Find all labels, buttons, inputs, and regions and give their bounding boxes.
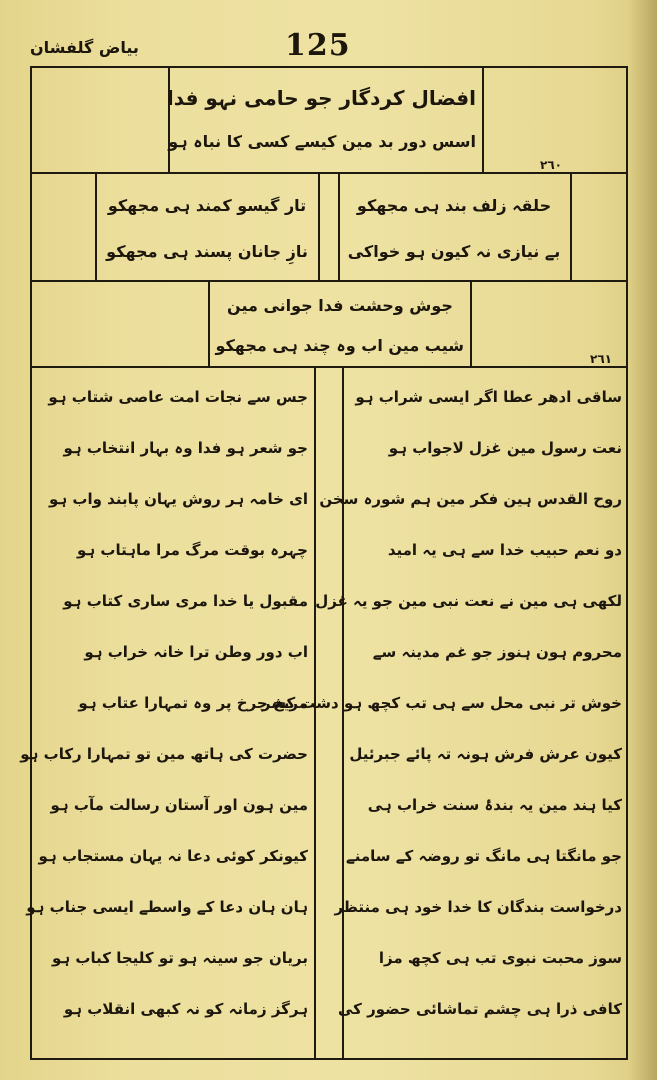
page-number: 125 bbox=[285, 28, 351, 63]
box2-right-rule bbox=[570, 172, 572, 282]
left-column-line: بریان جو سینہ ہو تو کلیجا کباب ہو bbox=[52, 949, 308, 967]
right-column-line: کافی ذرا ہی چشم تماشائی حضور کی bbox=[337, 1000, 622, 1018]
left-column-line: ہان ہان دعا کے واسطے ایسی جناب ہو bbox=[26, 898, 308, 916]
couplet-right-line-2: بے نیازی نہ کیون ہو خواکی bbox=[347, 242, 561, 261]
left-column-line: اب دور وطن ترا خانہ خراب ہو bbox=[84, 643, 308, 661]
book-title: بیاض گلفشان bbox=[30, 38, 139, 57]
box1-right-rule bbox=[482, 66, 484, 174]
page-edge-shadow bbox=[629, 0, 657, 1080]
left-column-line: چہرہ بوقت مرگ مرا ماہتاب ہو bbox=[76, 541, 308, 559]
box3-right-rule bbox=[470, 280, 472, 368]
box1-bottom-rule bbox=[30, 172, 628, 174]
right-column-line: دو نعم حبیب خدا سے ہی یہ امید bbox=[387, 541, 622, 559]
left-column-line: جو شعر ہو فدا وہ بہار انتخاب ہو bbox=[63, 439, 308, 457]
box3-left-rule bbox=[208, 280, 210, 368]
right-column-line: نعت رسول مین غزل لاجواب ہو bbox=[388, 439, 622, 457]
right-column-line: محروم ہون ہنوز جو غم مدینہ سے bbox=[372, 643, 622, 661]
column-divider-right bbox=[342, 366, 344, 1060]
top-verse-line-1: افضال کردگار جو حامی نہو فدا bbox=[166, 86, 476, 110]
frame-bottom-rule bbox=[30, 1058, 628, 1060]
left-column-line: جس سے نجات امت عاصی شتاب ہو bbox=[48, 388, 308, 406]
left-column-line: مریخ چرخ پر وہ تمہارا عتاب ہو bbox=[78, 694, 308, 712]
couplet-left-line-1: تار گیسو کمند ہی مجھکو bbox=[107, 196, 307, 215]
frame-right-rule bbox=[626, 66, 628, 1060]
right-column-line: سوز محبت نبوی تب ہی کچھ مزا bbox=[378, 949, 622, 967]
left-column-line: ای خامہ ہر روش یہان پابند واب ہو bbox=[48, 490, 308, 508]
right-column-line: درخواست بندگان کا خدا خود ہی منتظر bbox=[334, 898, 622, 916]
right-column-line: خوش تر نبی محل سے ہی تب کچھ ہو دشت کشر bbox=[261, 694, 622, 712]
box2-bottom-rule bbox=[30, 280, 628, 282]
box1-left-rule bbox=[168, 66, 170, 174]
middle-verse-line-1: جوش وحشت فدا جوانی مین bbox=[227, 296, 453, 315]
right-column-line: لکھی ہی مین نے نعت نبی مین جو یہ غزل bbox=[315, 592, 622, 610]
right-column-line: ساقی ادھر عطا اگر ایسی شراب ہو bbox=[355, 388, 622, 406]
left-column-line: حضرت کی ہاتھ مین تو تمہارا رکاب ہو bbox=[20, 745, 308, 763]
middle-verse-line-2: شیب مین اب وہ چند ہی مجھکو bbox=[215, 336, 464, 355]
box3-bottom-rule bbox=[30, 366, 628, 368]
box2-mid-right-rule bbox=[338, 172, 340, 282]
right-column-line: روح القدس ہین فکر مین ہم شورہ سخن bbox=[319, 490, 622, 508]
left-column-line: مقبول یا خدا مری ساری کتاب ہو bbox=[63, 592, 308, 610]
column-divider-left bbox=[314, 366, 316, 1060]
left-column-line: ہرگز زمانہ کو نہ کبھی انقلاب ہو bbox=[63, 1000, 308, 1018]
couplet-right-line-1: حلقہ زلف بند ہی مجھکو bbox=[356, 196, 552, 215]
left-column-line: مین ہون اور آستان رسالت مآب ہو bbox=[50, 796, 308, 814]
top-verse-line-2: اسس دور بد مین کیسے کسی کا نباہ ہو bbox=[168, 132, 476, 151]
frame-top-rule bbox=[30, 66, 628, 68]
couplet-left-line-2: نازِ جانان پسند ہی مجھکو bbox=[106, 242, 308, 261]
right-column-line: جو مانگتا ہی مانگ تو روضہ کے سامنے bbox=[345, 847, 622, 865]
right-column-line: کیا ہند مین یہ بندۂ سنت خراب ہی bbox=[367, 796, 622, 814]
box2-left-rule bbox=[95, 172, 97, 282]
left-column-line: کیونکر کوئی دعا نہ یہان مستجاب ہو bbox=[38, 847, 308, 865]
right-column-line: کیون عرش فرش ہونہ تہ پائے جبرئیل bbox=[349, 745, 622, 763]
verse-number-marker-2: ٢٦١ bbox=[590, 352, 612, 366]
verse-number-marker-1: ٢٦٠ bbox=[540, 158, 562, 172]
box2-mid-left-rule bbox=[318, 172, 320, 282]
header bbox=[0, 28, 657, 68]
